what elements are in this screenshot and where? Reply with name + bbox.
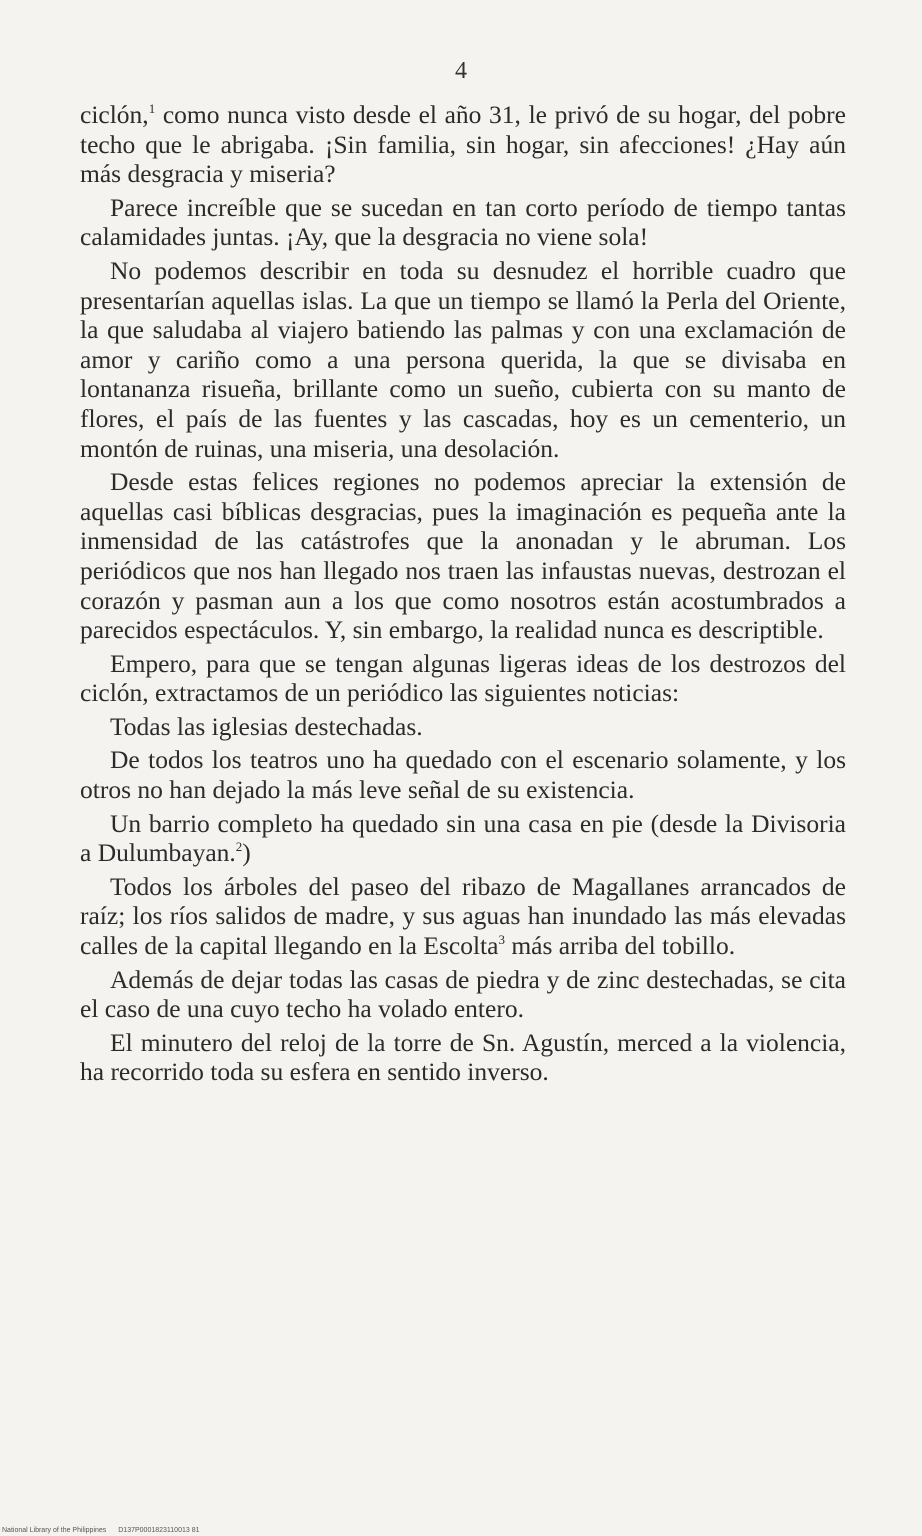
paragraph [80, 649, 846, 708]
paragraph-text: más arriba del tobillo. [504, 931, 736, 961]
paragraph [80, 193, 846, 252]
paragraph-text: como nunca visto desde el año 31, le privó de su hogar, del pobre techo que le abrigaba. ¡Sin familia, sin hogar, sin afecciones! ¿Hay aún más desgracia y miseria? [80, 100, 846, 189]
paragraph-text: ciclón, [80, 100, 149, 129]
paragraph [80, 809, 846, 868]
paragraph [80, 1028, 846, 1087]
paragraph-text: Todos los árboles del paseo del ribazo de Magallanes arrancados de raíz; los ríos salidos de madre, y sus aguas han inundado las más elevadas calles de la capital llegando en la Escolta [80, 871, 846, 961]
footer-library: National Library of the Philippines [2, 1527, 107, 1534]
paragraph-text: Un barrio completo ha quedado sin una casa en pie (desde la Divisoria a Dulumbayan. [80, 808, 846, 868]
scan-footer [2, 1527, 209, 1534]
paragraph-text: De todos los teatros uno ha quedado con el escenario solamente, y los otros no han dejado la más leve señal de su existencia. [80, 745, 846, 805]
footnote-marker: 1 [148, 101, 156, 116]
paragraph-text: ) [242, 838, 251, 868]
paragraph [80, 712, 846, 742]
body-text [80, 100, 846, 1091]
paragraph [80, 965, 846, 1024]
paragraph-text: Parece increíble que se sucedan en tan corto período de tiempo tantas calamidades juntas. ¡Ay, que la desgracia no viene sola! [80, 192, 846, 252]
paragraph-text: Además de dejar todas las casas de piedra y de zinc destechadas, se cita el caso de una cuyo techo ha volado entero. [80, 964, 846, 1024]
paragraph-text: El minutero del reloj de la torre de Sn. Agustín, merced a la violencia, ha recorrido toda su esfera en sentido inverso. [80, 1027, 846, 1087]
footer-code: D137P0001823110013 81 [118, 1527, 200, 1534]
paragraph [80, 256, 846, 463]
paragraph-text: No podemos describir en toda su desnudez el horrible cuadro que presentarían aquellas islas. La que un tiempo se llamó la Perla del Oriente, la que saludaba al viajero batiendo las palmas y con una exclamación de amor y cariño como a una persona querida, la que se divisaba en lontananza risueña, brillante como un sueño, cubierta con su manto de flores, el país de las fuentes y las cascadas, hoy es un cementerio, un montón de ruinas, una miseria, una desolación. [80, 255, 846, 463]
paragraph [80, 872, 846, 961]
paragraph [80, 745, 846, 804]
paragraph [80, 100, 846, 189]
footnote-marker: 3 [498, 932, 505, 948]
paragraph-text: Desde estas felices regiones no podemos apreciar la extensión de aquellas casi bíblicas desgracias, pues la imaginación es pequeña ante la inmensidad de las catástrofes que la anonadan y le abruman. Los periódicos que nos han llegado nos traen las infaustas nuevas, destrozan el corazón y pasman aun a los que como nosotros están acostumbrados a parecidos espectáculos. Y, sin embargo, la realidad nunca es descriptible. [80, 467, 846, 645]
footnote-marker: 2 [235, 839, 243, 855]
page-number: 4 [455, 58, 467, 84]
paragraph [80, 467, 846, 645]
paragraph-text: Todas las iglesias destechadas. [110, 711, 423, 741]
paragraph-text: Empero, para que se tengan algunas ligeras ideas de los destrozos del ciclón, extractamos de un periódico las siguientes noticias: [80, 648, 846, 708]
